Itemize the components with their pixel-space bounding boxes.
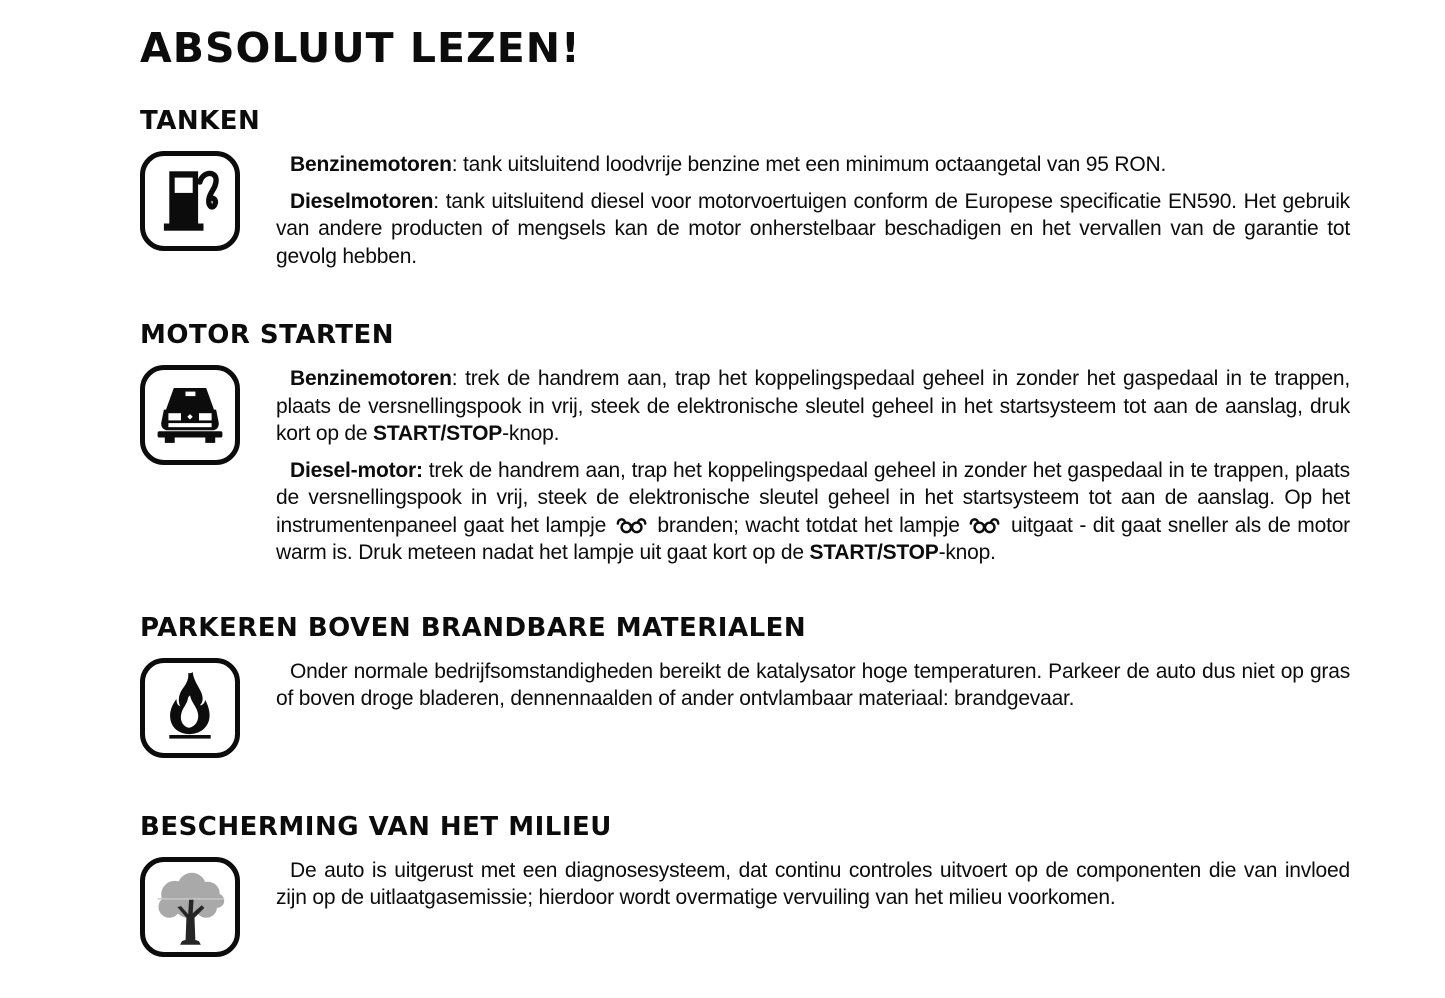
section-tanken: [140, 106, 1350, 270]
paragraph-lead: Dieselmotoren: [290, 189, 434, 213]
section-text-motor-starten: [276, 365, 1350, 567]
paragraph-text: -knop.: [502, 422, 560, 445]
glow-plug-icon: [615, 517, 649, 534]
page-title: ABSOLUUT LEZEN!: [140, 24, 581, 72]
paragraph-text: : trek de handrem aan, trap het koppelingspedaal geheel in zonder het gaspedaal in te trappen, plaats de versnellingspook in vrij, steek de elektronische sleutel geheel in het startsysteem tot aan de aanslag, druk kort op de: [276, 367, 1350, 445]
section-text-parkeren: [276, 658, 1350, 713]
paragraph-text: Onder normale bedrijfsomstandigheden bereikt de katalysator hoge temperaturen. Parkeer de auto dus niet op gras of boven droge bladeren, dennennaalden of ander ontvlambaar materiaal: brandgevaar.: [276, 659, 1350, 710]
section-parkeren: [140, 613, 1350, 758]
start-stop-label: START/STOP: [809, 541, 939, 564]
paragraph-text: : tank uitsluitend diesel voor motorvoertuigen conform de Europese specificatie EN590. Het gebruik van andere producten of mengsels kan de motor onherstelbaar beschadigen en het vervallen van de garantie tot gevolg hebben.: [276, 189, 1350, 268]
section-text-milieu: [276, 857, 1350, 912]
section-motor-starten: [140, 320, 1350, 567]
section-heading-parkeren: PARKEREN BOVEN BRANDBARE MATERIALEN: [140, 612, 807, 643]
section-milieu: [140, 812, 1350, 957]
start-stop-label: START/STOP: [373, 422, 503, 445]
section-heading-milieu: BESCHERMING VAN HET MILIEU: [140, 811, 612, 842]
flame-icon: [140, 658, 240, 758]
paragraph: [276, 658, 1350, 713]
paragraph-lead: Diesel-motor:: [290, 458, 423, 482]
paragraph: [276, 457, 1350, 567]
section-heading-tanken: TANKEN: [140, 106, 261, 136]
glow-plug-icon: [968, 517, 1002, 534]
paragraph-text: De auto is uitgerust met een diagnosesysteem, dat continu controles uitvoert op de componenten die van invloed zijn op de uitlaatgasemissie; hierdoor wordt overmatige vervuiling van het milieu voorkomen.: [276, 858, 1350, 909]
section-heading-motor-starten: MOTOR STARTEN: [140, 320, 395, 350]
paragraph-text: trek de handrem aan, trap het koppelingspedaal geheel in zonder het gaspedaal in te trappen, plaats de versnellingspook in vrij, steek de elektronische sleutel geheel in het startsysteem tot aan de aanslag. Op het instrumentenpaneel gaat het lampje: [276, 458, 1350, 537]
paragraph-text: : tank uitsluitend loodvrije benzine met een minimum octaangetal van 95 RON.: [451, 153, 1167, 176]
paragraph: [276, 151, 1350, 179]
paragraph: [276, 188, 1350, 271]
car-rear-icon: [140, 365, 240, 465]
paragraph-text: -knop.: [938, 541, 996, 564]
paragraph-text: branden; wacht totdat het lampje: [650, 513, 967, 537]
paragraph: [276, 857, 1350, 912]
paragraph-lead: Benzinemotoren: [290, 153, 452, 176]
section-text-tanken: [276, 151, 1350, 270]
tree-icon: [140, 857, 240, 957]
paragraph: [276, 365, 1350, 448]
paragraph-text: uitgaat - dit gaat sneller als de motor warm is. Druk meteen nadat het lampje uit gaat kort op de: [276, 513, 1350, 564]
fuel-pump-icon: [140, 151, 240, 251]
paragraph-lead: Benzinemotoren: [290, 367, 452, 390]
